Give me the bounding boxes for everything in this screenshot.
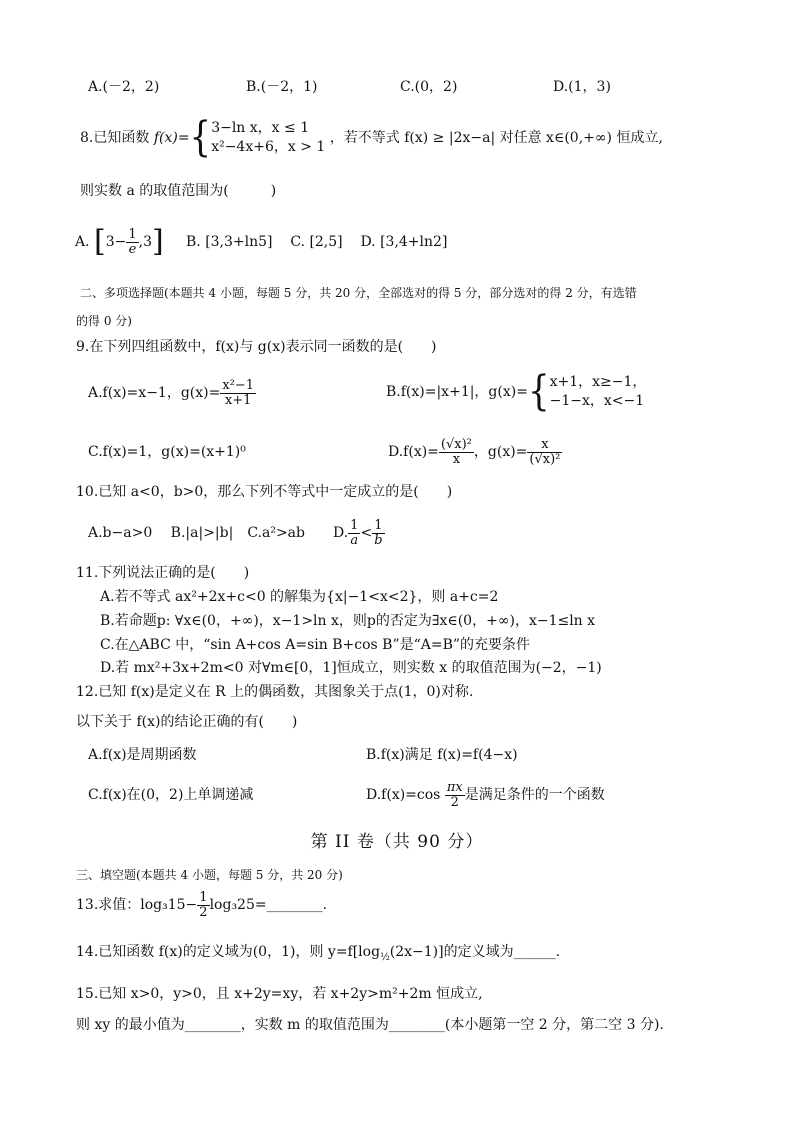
q12-line2: 以下关于 f(x)的结论正确的有( ): [76, 714, 298, 730]
part2-title: 第 II 卷（共 90 分）: [310, 832, 484, 852]
q13-right: log₃25=________.: [209, 897, 328, 913]
q8-case2: x²−4x+6，x > 1: [211, 139, 326, 155]
q8-opt-a-label: A.: [75, 234, 90, 250]
q7-option-b: B.(－2，1): [246, 79, 318, 95]
q12-option-d: [366, 775, 605, 815]
q9-option-b: [386, 370, 646, 414]
q9-a-den: x+1: [224, 392, 252, 408]
q8-opt-d: D. [3,4+ln2]: [360, 234, 448, 250]
q8-opt-a-den: e: [128, 241, 137, 257]
q8-condition: ，若不等式 f(x) ≥ |2x−a| 对任意 x∈(0,+∞) 恒成立,: [329, 130, 663, 146]
q12-d-left: D.f(x)=cos: [366, 787, 441, 803]
q9-a-frac: [220, 379, 256, 408]
q9-b-case1: x+1，x≥−1，: [549, 374, 647, 390]
q8-opt-a-num: 1: [128, 226, 137, 242]
q9-b-case2: −1−x，x<−1: [549, 393, 645, 409]
q9-d-num2: x: [527, 438, 562, 453]
q10-d-frac2: [372, 519, 384, 548]
q9-d-den1: x: [452, 451, 461, 467]
q8-case1: 3−ln x，x ≤ 1: [211, 120, 310, 136]
q9-option-c: C.f(x)=1，g(x)=(x+1)⁰: [88, 444, 246, 460]
q10-options: [88, 515, 385, 551]
q10-stem: 10.已知 a<0，b>0，那么下列不等式中一定成立的是( ): [76, 484, 453, 500]
q9-d-mid: ，g(x)=: [473, 444, 528, 460]
q10-d-lt: <: [360, 525, 373, 541]
q10-d-frac1: [348, 519, 360, 548]
q11-option-c: C.在△ABC 中，“sin A+cos A=sin B+cos B”是“A=B”的充要条件: [100, 637, 531, 653]
q11-option-a: A.若不等式 ax²+2x+c<0 的解集为{x|−1<x<2}，则 a+c=2: [100, 589, 499, 605]
q9-b-brace: {: [527, 368, 550, 416]
q8-line2: 则实数 a 的取值范围为( ): [80, 183, 277, 199]
q10-d-num1: 1: [350, 517, 359, 533]
q9-option-d: [388, 432, 562, 472]
q13-left: 13.求值：log₃15−: [76, 897, 198, 913]
q9-option-a: [88, 373, 256, 413]
q13-frac: [197, 891, 209, 920]
q12-d-frac: [445, 781, 465, 810]
q9-d-den2: (√x)²: [529, 451, 561, 467]
q9-d-left: D.f(x)=: [388, 444, 439, 460]
section2-line2: 的得 0 分): [76, 314, 132, 328]
q15-line1: 15.已知 x>0，y>0，且 x+2y=xy，若 x+2y>m²+2m 恒成立,: [76, 986, 483, 1002]
q8-options: [75, 222, 447, 262]
q8-opt-c: C. [2,5]: [290, 234, 343, 250]
q14-left: 14.已知函数 f(x)的定义域为(0，1)，则 y=f[log: [76, 944, 381, 960]
q9-b-piecewise: [550, 373, 647, 411]
q7-option-a: A.(－2，2): [88, 79, 160, 95]
q12-d-den: 2: [450, 794, 459, 810]
q8-opt-a-rbracket: ]: [152, 224, 164, 259]
q13: [76, 886, 327, 924]
q8-opt-a-right: ,3: [138, 234, 153, 250]
q8-opt-a-frac: [126, 228, 138, 257]
q8-stem: [80, 113, 663, 163]
q8-piecewise: [211, 119, 325, 157]
q12-d-right: 是满足条件的一个函数: [464, 787, 605, 803]
section3-heading: 三、填空题(本题共 4 小题，每题 5 分，共 20 分): [76, 868, 343, 882]
q12-option-b: B.f(x)满足 f(x)=f(4−x): [366, 747, 518, 763]
q15-line2: 则 xy 的最小值为________，实数 m 的取值范围为________(本小题第一空 2 分，第二空 3 分).: [76, 1017, 664, 1033]
q8-prefix: 8.已知函数: [80, 130, 150, 146]
q10-d-num2: 1: [372, 519, 384, 534]
q14-right: (2x−1)]的定义域为______.: [389, 944, 561, 960]
q8-opt-a-left: 3−: [105, 234, 127, 250]
q14: [76, 942, 560, 968]
q8-opt-a-lbracket: [: [94, 224, 106, 259]
q11-stem: 11.下列说法正确的是( ): [76, 565, 250, 581]
q12-stem: 12.已知 f(x)是定义在 R 上的偶函数，其图象关于点(1，0)对称.: [76, 684, 474, 700]
q10-d-den2: b: [374, 532, 383, 548]
q9-d-frac2: [527, 438, 562, 467]
q9-a-num: x²−1: [222, 377, 255, 393]
q8-brace: {: [189, 114, 212, 162]
q8-fx: f(x)=: [153, 130, 190, 146]
q14-log-base: ½: [380, 951, 390, 963]
section2-line1: 二、多项选择题(本题共 4 小题，每题 5 分，共 20 分，全部选对的得 5 分，部分选对的得 2 分，有选错: [80, 286, 637, 300]
q12-option-c: C.f(x)在(0，2)上单调递减: [88, 787, 254, 803]
q7-option-d: D.(1，3): [553, 79, 611, 95]
q9-b-left: B.f(x)=|x+1|，g(x)=: [386, 384, 528, 400]
q12-option-a: A.f(x)是周期函数: [88, 747, 197, 763]
q13-num: 1: [199, 889, 208, 905]
q13-den: 2: [199, 904, 208, 920]
q10-opts-text: A.b−a>0 B.|a|>|b| C.a²>ab D.: [88, 525, 349, 541]
q10-d-den1: a: [350, 532, 359, 548]
q9-stem: 9.在下列四组函数中，f(x)与 g(x)表示同一函数的是( ): [76, 339, 437, 355]
q9-a-left: A.f(x)=x−1，g(x)=: [88, 385, 221, 401]
q11-option-d: D.若 mx²+3x+2m<0 对∀m∈[0，1]恒成立，则实数 x 的取值范围为(−2，−1): [100, 660, 602, 676]
q11-option-b: B.若命题p: ∀x∈(0，+∞)，x−1>ln x，则p的否定为∃x∈(0，+∞)，x−1≤ln x: [100, 613, 596, 629]
q9-d-num1: (√x)²: [440, 436, 472, 452]
q8-opt-b: B. [3,3+ln5]: [186, 234, 273, 250]
q12-d-num: πx: [446, 779, 463, 795]
q9-d-frac1: [439, 438, 474, 467]
q7-option-c: C.(0，2): [400, 79, 458, 95]
